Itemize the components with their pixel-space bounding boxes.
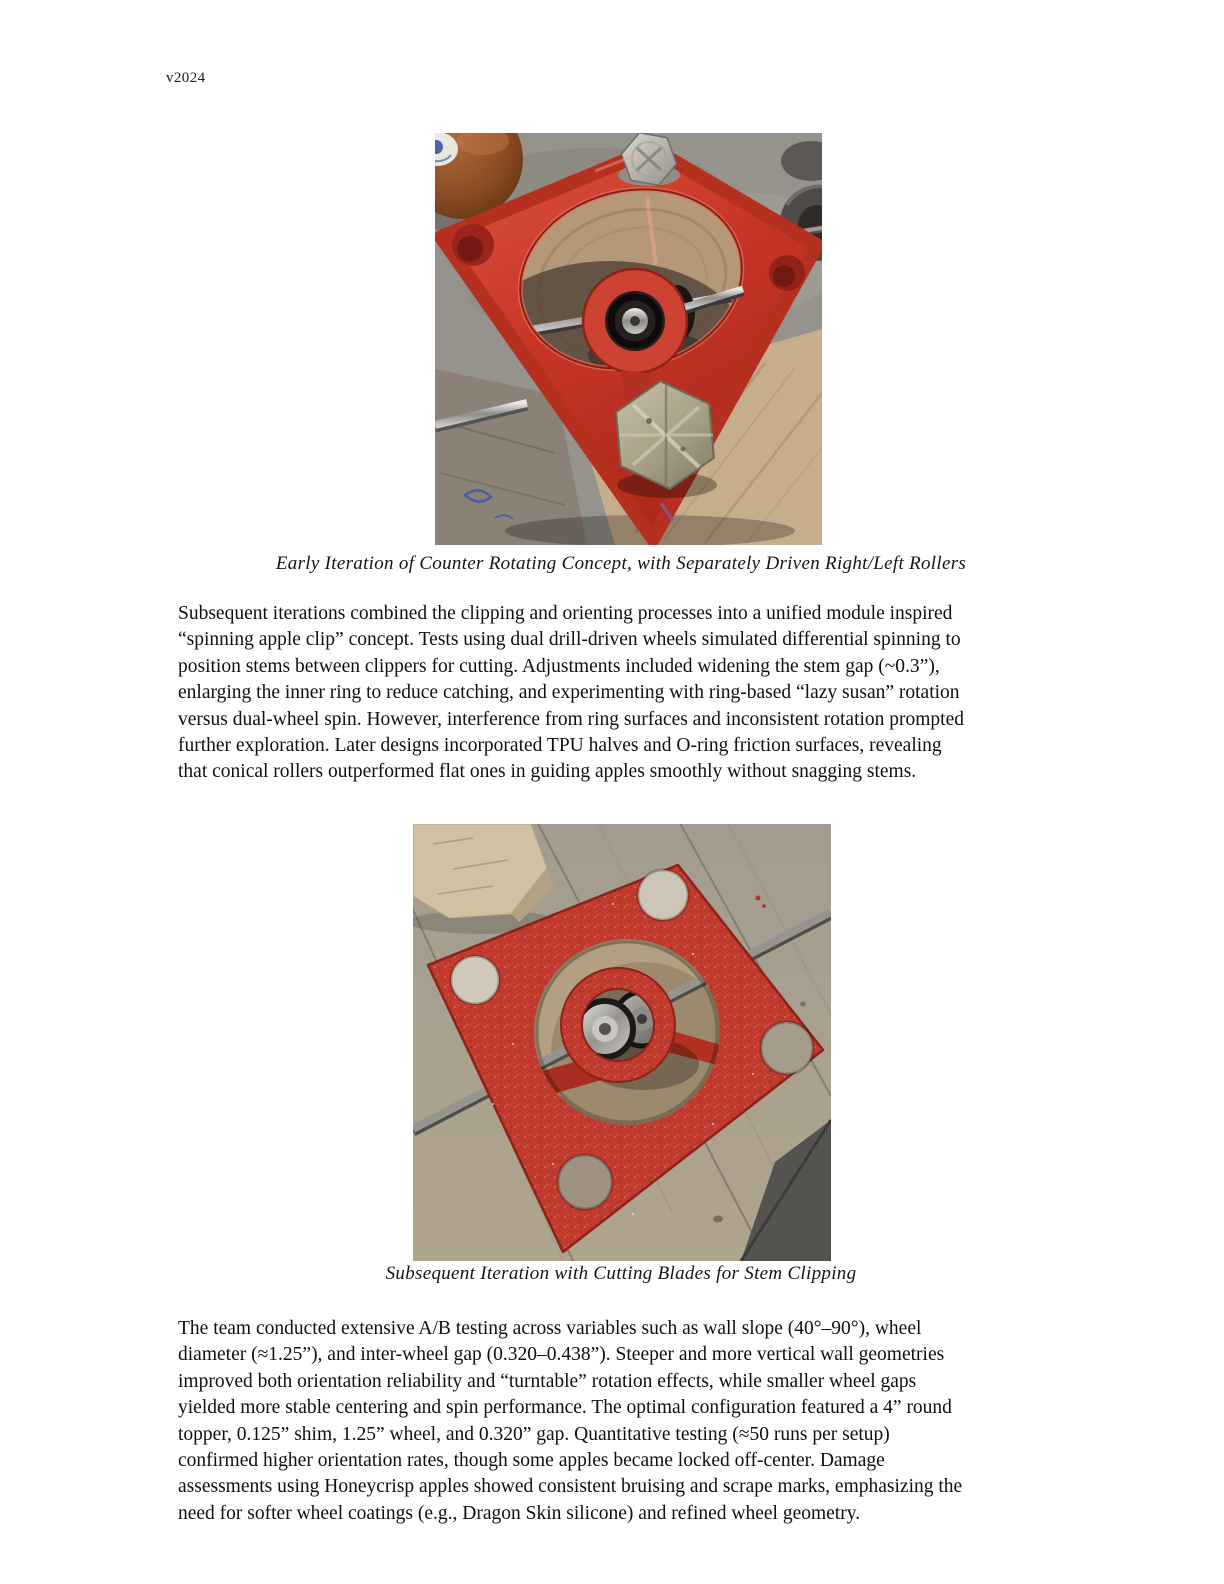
- text-line: diameter (≈1.25”), and inter-wheel gap (0.320–0.438”). Steeper and more vertical wall geometries: [178, 1344, 945, 1366]
- text-line: “spinning apple clip” concept. Tests using dual drill-driven wheels simulated differential spinning to: [178, 629, 961, 651]
- text-line: assessments using Honeycrisp apples showed consistent bruising and scrape marks, emphasizing the: [178, 1476, 963, 1498]
- text-line: Subsequent iterations combined the clipping and orienting processes into a unified module inspired: [178, 603, 953, 624]
- wood-knot: [713, 1216, 723, 1223]
- body-paragraph-2: [178, 1316, 1088, 1527]
- text-line: that conical rollers outperformed flat ones in guiding apples smoothly without snagging stems.: [178, 761, 917, 783]
- corner-hole: [451, 956, 499, 1004]
- corner-hole: [638, 870, 688, 920]
- corner-hole: [558, 1155, 612, 1209]
- figure-caption-1: Early Iteration of Counter Rotating Concept, with Separately Driven Right/Left Rollers: [275, 553, 967, 574]
- text-line: further exploration. Later designs incorporated TPU halves and O-ring friction surfaces, revealing: [178, 734, 942, 756]
- text-line: The team conducted extensive A/B testing across variables such as wall slope (40°–90°), wheel: [178, 1318, 922, 1339]
- figure-caption-2: Subsequent Iteration with Cutting Blades for Stem Clipping: [385, 1263, 857, 1284]
- corner-hole: [761, 1022, 813, 1074]
- red-paint-drip: [756, 896, 761, 901]
- text-line: enlarging the inner ring to reduce catching, and experimenting with ring-based “lazy susan” rotation: [178, 682, 960, 704]
- text-line: versus dual-wheel spin. However, interference from ring surfaces and inconsistent rotation prompted: [178, 708, 965, 730]
- lumber-block: [413, 824, 557, 934]
- text-line: topper, 0.125” shim, 1.25” wheel, and 0.320” gap. Quantitative testing (≈50 runs per setup): [178, 1423, 890, 1445]
- text-line: need for softer wheel coatings (e.g., Dragon Skin silicone) and refined wheel geometry.: [178, 1502, 861, 1524]
- text-line: position stems between clippers for cutting. Adjustments included widening the stem gap (~0.3”),: [178, 655, 940, 677]
- text-line: yielded more stable centering and spin performance. The optimal configuration featured a 4” round: [178, 1397, 952, 1419]
- photo-cutting-blades-art: [413, 824, 831, 1261]
- photo-cutting-blades-iteration: [413, 824, 831, 1261]
- text-line: improved both orientation reliability and “turntable” rotation effects, while smaller wheel gaps: [178, 1370, 917, 1392]
- text-line: confirmed higher orientation rates, though some apples became locked off-center. Damage: [178, 1449, 885, 1471]
- photo-early-iteration-art: [435, 133, 822, 545]
- body-paragraph-1: [178, 601, 1088, 786]
- photo-early-iteration: [435, 133, 822, 545]
- version-label: v2024: [166, 70, 206, 86]
